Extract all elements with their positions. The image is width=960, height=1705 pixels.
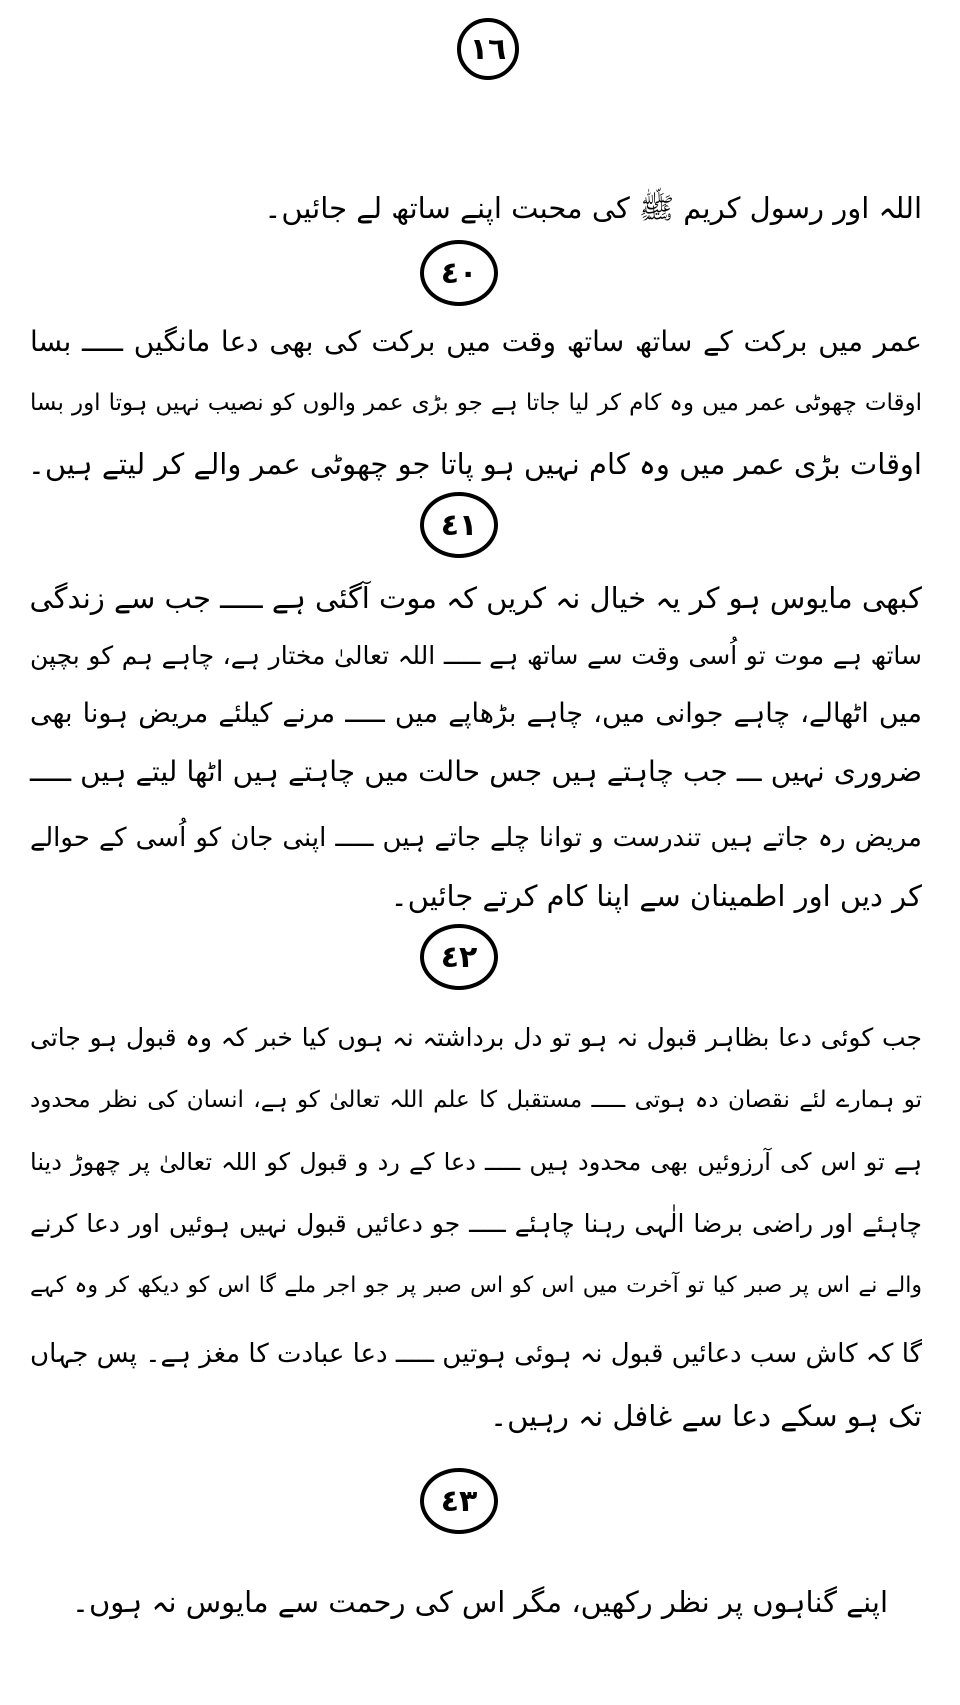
- intro-line: اللہ اور رسول کریم ﷺ کی محبت اپنے ساتھ لے جائیں۔: [264, 191, 922, 225]
- paragraph-line: کبھی مایوس ہو کر یہ خیال نہ کریں کہ موت آگئی ہے ـــــ جب سے زندگی: [29, 581, 922, 615]
- paragraph-line: گا کہ کاش سب دعائیں قبول نہ ہوئی ہوتیں ـــــ دعا عبادت کا مغز ہے۔ پس جہاں: [30, 1339, 922, 1369]
- paragraph-line: ہے تو اس کی آرزوئیں بھی محدود ہیں ـــــ دعا کے رد و قبول کو اللہ تعالیٰ پر چھوڑ دینا: [30, 1148, 922, 1176]
- paragraph-line: اوقات بڑی عمر میں وہ کام نہیں ہو پاتا جو چھوٹی عمر والے کر لیتے ہیں۔: [27, 447, 922, 481]
- paragraph-line: جب کوئی دعا بظاہر قبول نہ ہو تو دل برداشتہ نہ ہوں کیا خبر کہ وہ قبول ہو جاتی: [30, 1023, 922, 1052]
- section-number-badge: [420, 492, 498, 558]
- section-number: ٤٠: [440, 255, 478, 291]
- section-number-badge: [420, 924, 498, 990]
- page-number: ١٦: [469, 31, 507, 67]
- paragraph-line: اپنے گناہوں پر نظر رکھیں، مگر اس کی رحمت سے مایوس نہ ہوں۔: [71, 1585, 889, 1619]
- paragraph-line: مریض رہ جاتے ہیں تندرست و توانا چلے جاتے ہیں ـــــ اپنی جان کو اُسی کے حوالے: [30, 823, 922, 853]
- paragraph-line: میں اٹھالے، چاہے جوانی میں، چاہے بڑھاپے میں ـــــ مرنے کیلئے مریض ہونا بھی: [30, 698, 922, 729]
- paragraph-line: ساتھ ہے موت تو اُسی وقت سے ساتھ ہے ـــــ اللہ تعالیٰ مختار ہے، چاہے ہم کو بچپن: [30, 641, 922, 670]
- section-number: ٤٢: [440, 939, 478, 975]
- section-number-badge: [420, 1468, 498, 1534]
- paragraph-line: عمر میں برکت کے ساتھ ساتھ وقت میں برکت کی بھی دعا مانگیں ـــــ بسا: [30, 325, 922, 358]
- paragraph-line: ضروری نہیں ـــ جب چاہتے ہیں جس حالت میں چاہتے ہیں اٹھا لیتے ہیں ـــــ: [30, 755, 922, 788]
- section-number-badge: [420, 240, 498, 306]
- page-number-badge: [457, 18, 519, 80]
- paragraph-line: تک ہو سکے دعا سے غافل نہ رہیں۔: [490, 1399, 922, 1433]
- section-number: ٤١: [440, 507, 478, 543]
- paragraph-line: والے نے اس پر صبر کیا تو آخرت میں اس کو اس صبر پر جو اجر ملے گا اس کو دیکھ کر وہ کہے: [30, 1273, 922, 1298]
- section-number: ٤٣: [440, 1483, 478, 1519]
- paragraph-line: کر دیں اور اطمینان سے اپنا کام کرتے جائیں۔: [390, 879, 922, 913]
- paragraph-line: اوقات چھوٹی عمر میں وہ کام کر لیا جاتا ہے جو بڑی عمر والوں کو نصیب نہیں ہوتا اور بسا: [30, 390, 922, 416]
- paragraph-line: چاہئے اور راضی برضا الٰہی رہنا چاہئے ـــــ جو دعائیں قبول نہیں ہوئیں اور دعا کرنے: [30, 1209, 922, 1238]
- paragraph-line: تو ہمارے لئے نقصان دہ ہوتی ـــــ مستقبل کا علم اللہ تعالیٰ کو ہے، انسان کی نظر محدود: [30, 1087, 922, 1113]
